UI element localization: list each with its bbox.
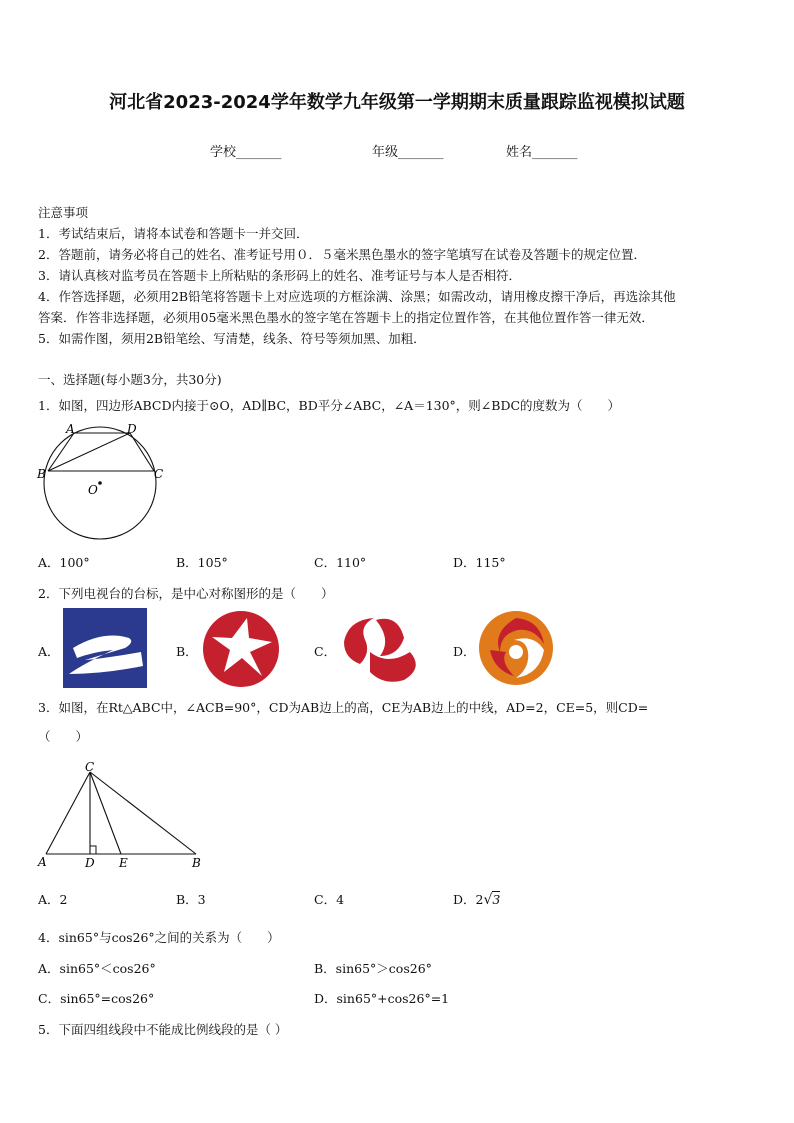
sqrt-symbol-icon: √ bbox=[483, 892, 493, 908]
q3-option-b: B．3 bbox=[176, 892, 206, 907]
q2-option-d-letter: D． bbox=[453, 644, 476, 659]
q2-option-b-letter: B． bbox=[176, 644, 198, 659]
q3-triangle-figure bbox=[34, 760, 206, 872]
q4-stem: 4．sin65°与cos26°之间的关系为（ ） bbox=[38, 930, 280, 945]
tv-logo-c bbox=[340, 612, 426, 686]
label-B: B bbox=[192, 856, 201, 870]
school-field: 学校_______ bbox=[210, 145, 282, 160]
name-field: 姓名_______ bbox=[506, 145, 578, 160]
q1-option-d: D．115° bbox=[453, 555, 506, 570]
q4-option-a: A．sin65°＜cos26° bbox=[38, 961, 156, 976]
tv-logo-d bbox=[478, 610, 554, 686]
q2-option-a-letter: A． bbox=[38, 644, 60, 659]
label-E: E bbox=[119, 856, 128, 870]
grade-field: 年级_______ bbox=[372, 145, 444, 160]
q3-option-a: A．2 bbox=[38, 892, 68, 907]
label-C: C bbox=[154, 467, 164, 481]
q3-stem: 3．如图，在Rt△ABC中，∠ACB=90°，CD为AB边上的高，CE为AB边上的中线，AD=2，CE=5，则CD= bbox=[38, 700, 649, 715]
q4-option-d: D．sin65°+cos26°=1 bbox=[314, 991, 450, 1006]
q3-stem-cont: （ ） bbox=[38, 729, 89, 744]
note-4: 4．作答选择题，必须用2B铅笔将答题卡上对应选项的方框涂满、涂黑；如需改动，请用橡皮擦干净后，再选涂其他 bbox=[38, 289, 676, 304]
note-1: 1．考试结束后，请将本试卷和答题卡一并交回． bbox=[38, 226, 309, 241]
page-title: 河北省2023-2024学年数学九年级第一学期期末质量跟踪监视模拟试题 bbox=[109, 92, 685, 113]
q1-stem: 1．如图，四边形ABCD内接于⊙O，AD∥BC，BD平分∠ABC，∠A＝130°，则∠BDC的度数为（ ） bbox=[38, 398, 621, 413]
label-D: D bbox=[127, 422, 137, 436]
label-C: C bbox=[85, 760, 95, 774]
q1-option-a: A．100° bbox=[38, 555, 90, 570]
label-B: B bbox=[37, 467, 46, 481]
label-D: D bbox=[85, 856, 95, 870]
label-O: O bbox=[88, 483, 98, 497]
section-heading: 一、选择题(每小题3分，共30分) bbox=[38, 372, 222, 387]
note-5: 5．如需作图，须用2B铅笔绘、写清楚，线条、符号等须加黑、加粗． bbox=[38, 331, 426, 346]
tv-logo-a bbox=[63, 608, 147, 688]
q1-circle-figure bbox=[36, 420, 166, 545]
label-A: A bbox=[38, 855, 47, 869]
note-4-cont: 答案．作答非选择题，必须用05毫米黑色墨水的签字笔在答题卡上的指定位置作答，在其他位置作答一律无效． bbox=[38, 310, 654, 325]
q2-stem: 2．下列电视台的台标，是中心对称图形的是（ ） bbox=[38, 586, 334, 601]
q4-option-c: C．sin65°=cos26° bbox=[38, 991, 155, 1006]
q3-option-d-radicand: 3 bbox=[492, 892, 501, 907]
q1-option-b: B．105° bbox=[176, 555, 228, 570]
tv-logo-b bbox=[202, 610, 280, 688]
q3-option-d-prefix: D．2 bbox=[453, 892, 484, 907]
notes-heading: 注意事项 bbox=[38, 205, 89, 220]
note-2: 2．答题前，请务必将自己的姓名、准考证号用０．５毫米黑色墨水的签字笔填写在试卷及答题卡的规定位置． bbox=[38, 247, 646, 262]
label-A: A bbox=[66, 422, 75, 436]
q2-option-c-letter: C． bbox=[314, 644, 337, 659]
note-3: 3．请认真核对监考员在答题卡上所粘贴的条形码上的姓名、准考证号与本人是否相符． bbox=[38, 268, 521, 283]
q3-option-c: C．4 bbox=[314, 892, 345, 907]
q4-option-b: B．sin65°＞cos26° bbox=[314, 961, 432, 976]
q1-option-c: C．110° bbox=[314, 555, 367, 570]
q3-option-d bbox=[453, 890, 500, 908]
q5-stem: 5．下面四组线段中不能成比例线段的是（ ） bbox=[38, 1022, 288, 1037]
